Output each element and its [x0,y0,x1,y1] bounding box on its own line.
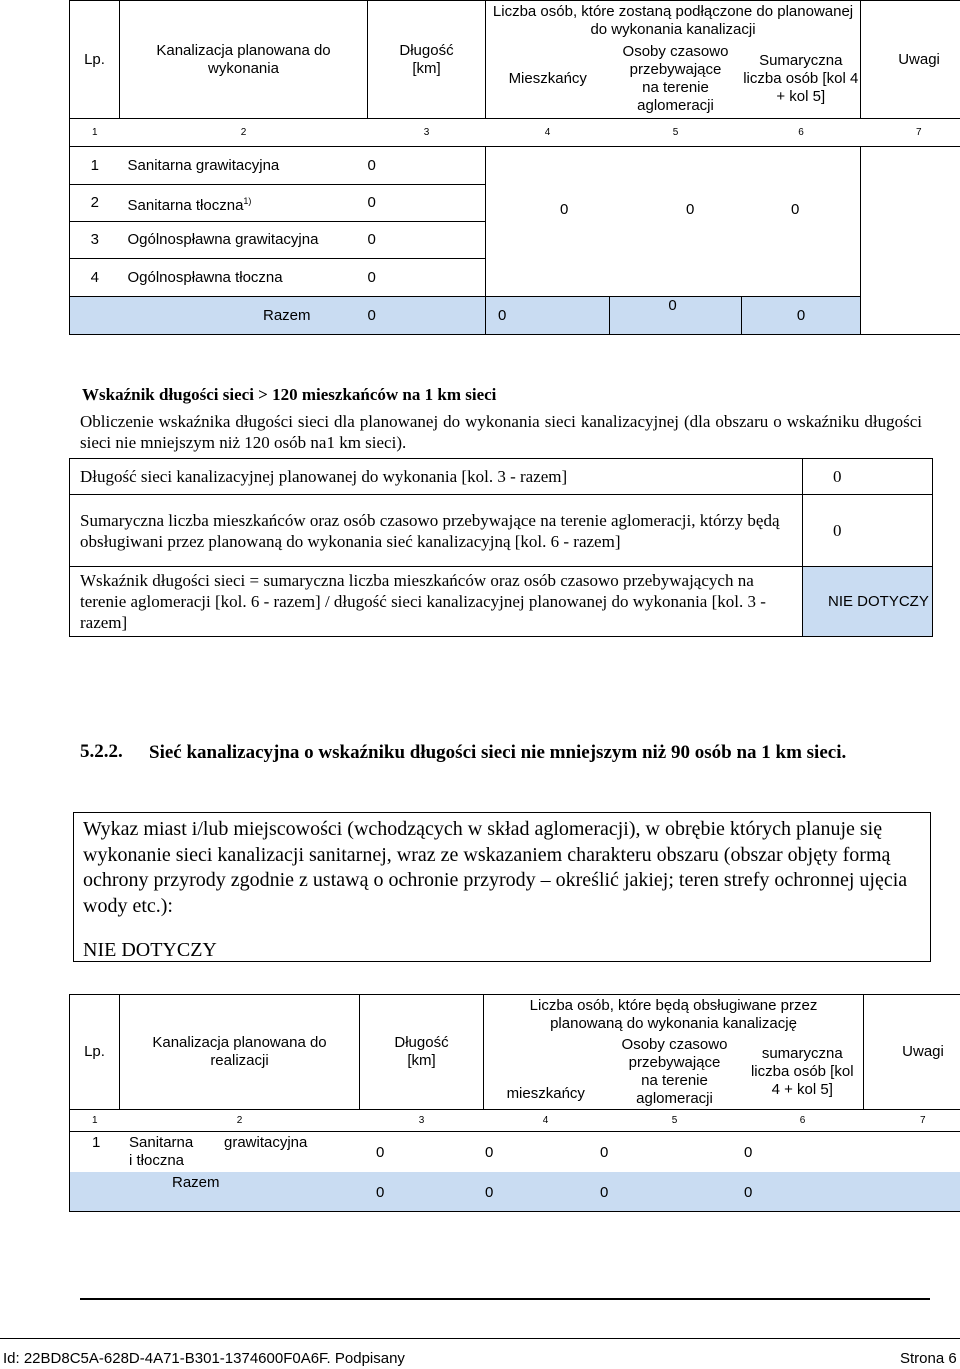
header-kanalizacja: Kanalizacja planowana do realizacji [120,995,360,1110]
header-mieszkancy: Mieszkańcy [486,41,610,119]
razem-dlugosc: 0 [368,297,486,335]
row-length: 0 [368,185,486,222]
wykaz-answer: NIE DOTYCZY [83,939,217,961]
col-number: 4 [486,119,610,147]
razem-label: Razem [172,1173,220,1191]
header-osoby: Osoby czasowo przebywające na terenie aglomeracji [621,1035,728,1107]
merged-mieszkancy: 0 [560,201,569,218]
razem-sumaryczna: 0 [744,1183,753,1201]
col-number: 6 [742,119,861,147]
indicator-row [70,567,933,637]
indicator-label: Sumaryczna liczba mieszkańców oraz osób czasowo przebywające na terenie aglomeracji, którzy będą obsługiwani przez planowaną do wykonania sieć kanalizacyjną [kol. 6 - razem] [70,495,803,567]
indicator-label: Długość sieci kanalizacyjnej planowanej do wykonania [kol. 3 - razem] [70,459,803,495]
wykaz-box [73,812,931,962]
col-number: 1 [70,119,120,147]
header-dlugosc: Długość [km] [368,1,486,119]
merged-osoby: 0 [686,201,695,218]
row-name-text: Ogólnospławna tłoczna [127,268,283,286]
merged-sumaryczna: 0 [791,201,800,218]
table-planned-sewer-90 [69,994,960,1212]
col-number: 2 [120,1110,360,1132]
col-number: 7 [864,1110,960,1132]
row-name [120,147,368,185]
row-length: 0 [368,222,486,259]
row-name-a: Sanitarna [129,1134,194,1151]
row-name [120,259,368,297]
uwagi-cell [861,147,960,335]
razem-mieszkancy: 0 [485,1183,494,1201]
row-name [120,222,368,259]
footnote-marker: 1) [243,195,252,206]
table-row [70,1132,960,1172]
indicator-value: 0 [803,459,933,495]
section-title: Sieć kanalizacyjna o wskaźniku długości sieci nie mniejszym niż 90 osób na 1 km sieci. [149,742,847,763]
header-uwagi: Uwagi [864,995,960,1110]
column-numbers-row [70,119,960,147]
row-name-text: Sanitarna tłoczna [127,196,244,214]
footer-divider [80,1298,930,1300]
razem-osoby: 0 [610,297,742,335]
indicator-table [69,458,933,637]
row-osoby: 0 [600,1144,609,1161]
razem-cell [70,1172,960,1212]
row-length: 0 [368,259,486,297]
razem-sumaryczna: 0 [742,297,861,335]
col-number: 3 [360,1110,484,1132]
razem-mieszkancy: 0 [486,297,610,335]
row-lp: 1 [70,147,120,185]
col-number: 5 [610,119,742,147]
row-sumaryczna: 0 [744,1144,753,1161]
header-dlugosc: Długość [km] [360,995,484,1110]
header-mieszkancy: mieszkańcy [484,1035,608,1110]
header-sumaryczna: sumaryczna liczba osób [kol 4 + kol 5] [742,1035,864,1110]
col-number: 4 [484,1110,608,1132]
header-sumaryczna: Sumaryczna liczba osób [kol 4 + kol 5] [742,41,861,119]
section-number: 5.2.2. [80,741,123,762]
header-group: Liczba osób, które zostaną podłączone do planowanej do wykonania kanalizacji [486,1,861,41]
indicator-row [70,495,933,567]
header-lp: Lp. [70,995,120,1110]
col-number: 1 [70,1110,120,1132]
row-length: 0 [368,147,486,185]
row-lp: 1 [92,1134,101,1151]
row-lp: 4 [70,259,120,297]
row-mieszkancy: 0 [485,1144,494,1161]
row-dlugosc: 0 [376,1144,385,1161]
row-name-c: i tłoczna [129,1152,185,1169]
row-name-b: grawitacyjna [224,1134,308,1151]
row-name [120,185,368,222]
razem-osoby: 0 [600,1183,609,1201]
row-lp: 3 [70,222,120,259]
indicator-value: NIE DOTYCZY [803,567,933,637]
razem-dlugosc: 0 [376,1183,385,1201]
razem-label: Razem [70,297,368,335]
header-kanalizacja: Kanalizacja planowana do wykonania [120,1,368,119]
table-row [70,147,960,185]
wykaz-text: Wykaz miast i/lub miejscowości (wchodzących w skład aglomeracji), w obrębie których planuje się wykonanie sieci kanalizacji sanitarnej, wraz ze wskazaniem charakteru obszaru (obszar objęty formą ochrony przyrody zgodnie z ustawą o ochronie przyrody – określić jakiej; teren strefy ochronnej ujęcia wody etc.): [83,818,908,917]
indicator-label: Wskaźnik długości sieci = sumaryczna liczba mieszkańców oraz osób czasowo przebywających na terenie aglomeracji [kol. 6 - razem] / długość sieci kanalizacyjnej planowanej do wykonania [kol. 3 - razem] [70,567,803,637]
column-numbers-row [70,1110,960,1132]
indicator-intro: Obliczenie wskaźnika długości sieci dla planowanej do wykonania sieci kanalizacyjnej (dla obszaru o wskaźniku długości sieci nie mniejszym niż 120 osób na1 km sieci). [80,412,922,452]
indicator-row [70,459,933,495]
footer-page-number: Strona 6 [900,1350,957,1367]
col-number: 7 [861,119,960,147]
footer-divider-bottom [0,1338,960,1339]
header-group: Liczba osób, które będą obsługiwane przez planowaną do wykonania kanalizację [484,995,864,1035]
row-name-text: Ogólnospławna grawitacyjna [127,231,319,248]
merged-values [486,147,861,297]
row-name-text: Sanitarna grawitacyjna [127,156,280,174]
table-planned-sewer [69,0,960,335]
footer-document-id: Id: 22BD8C5A-628D-4A71-B301-1374600F0A6F. Podpisany [3,1350,405,1367]
razem-row [70,297,960,335]
row-1-cell [70,1132,960,1172]
col-number: 6 [742,1110,864,1132]
row-lp: 2 [70,185,120,222]
indicator-title: Wskaźnik długości sieci > 120 mieszkańców na 1 km sieci [82,385,497,404]
header-uwagi: Uwagi [861,1,960,119]
col-number: 5 [608,1110,742,1132]
header-lp: Lp. [70,1,120,119]
indicator-value: 0 [803,495,933,567]
col-number: 3 [368,119,486,147]
header-osoby: Osoby czasowo przebywające na terenie aglomeracji [622,43,729,115]
col-number: 2 [120,119,368,147]
razem-row [70,1172,960,1212]
